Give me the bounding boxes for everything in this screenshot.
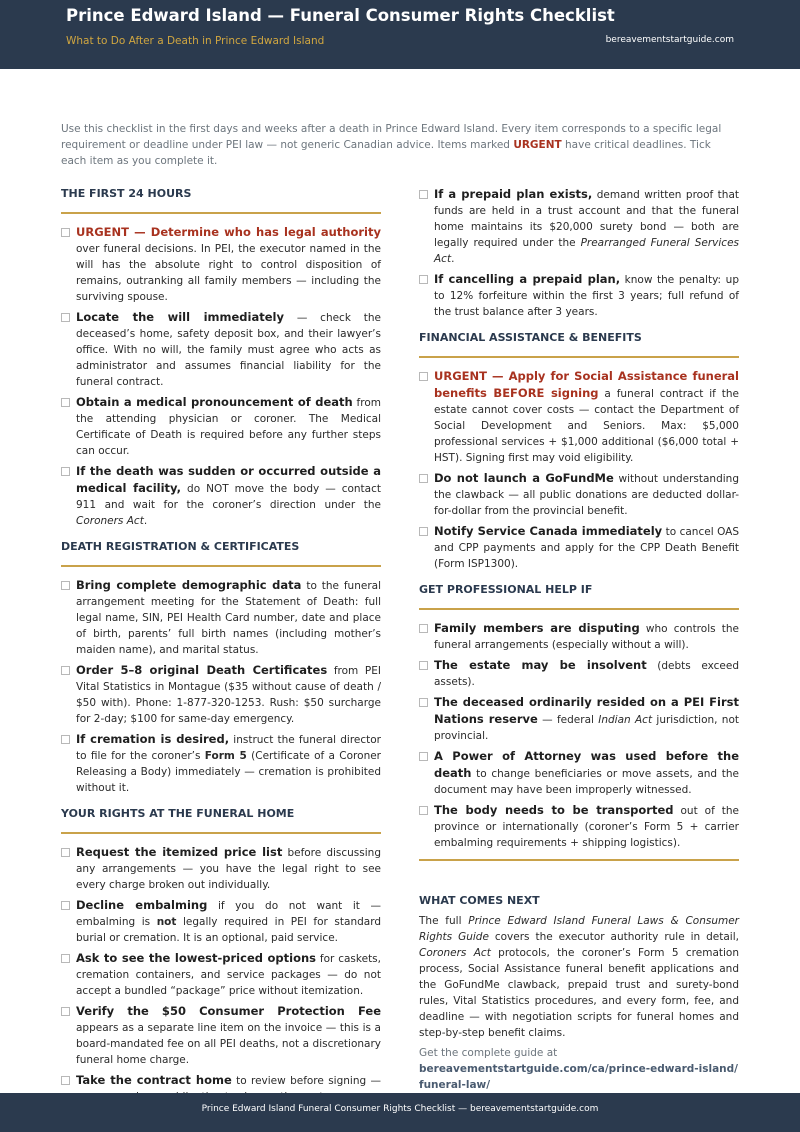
checklist-item xyxy=(61,844,381,893)
next-text: covers the executor authority rule in detail, xyxy=(488,931,739,943)
item-lead: Request the itemized price list xyxy=(76,845,283,859)
checklist-item xyxy=(419,368,739,466)
checkbox[interactable] xyxy=(419,275,428,284)
section-title-what-comes-next: WHAT COMES NEXT xyxy=(419,894,540,907)
guide-link-label: Get the complete guide at xyxy=(419,1047,558,1059)
section-divider xyxy=(61,565,381,567)
left-column xyxy=(61,186,381,1132)
item-lead: Notify Service Canada immediately xyxy=(434,524,663,538)
checklist-item xyxy=(419,523,739,572)
item-lead: URGENT — Apply for Social Assistance funeral benefits BEFORE signing xyxy=(434,369,739,400)
checkbox[interactable] xyxy=(61,581,70,590)
item-text: (debts exceed assets). xyxy=(434,660,740,688)
section-title-registration: DEATH REGISTRATION & CERTIFICATES xyxy=(61,540,300,553)
item-lead: URGENT — Determine who has legal authority xyxy=(76,225,381,239)
item-text: demand written proof that funds are held in a trust account and that the funeral home maintains its $20,000 surety bond — both are legally required under the xyxy=(434,189,740,249)
item-text: do NOT move the body — contact 911 and wait for the coroner’s direction under the xyxy=(76,483,381,511)
item-lead: Bring complete demographic data xyxy=(76,578,302,592)
item-emphasis: Prearranged Funeral Services Act xyxy=(434,237,739,265)
item-bold: Form 5 xyxy=(204,750,247,762)
checklist-item xyxy=(419,657,739,690)
checklist-item xyxy=(419,694,739,744)
item-text: who controls the funeral arrangements (especially without a will). xyxy=(434,623,739,651)
item-emphasis: Indian Act xyxy=(598,714,653,726)
item-lead: A Power of Attorney was used before the death xyxy=(434,749,739,780)
item-text: if you do not want it — embalming is xyxy=(76,900,381,928)
item-text: to the funeral arrangement meeting for the Statement of Death: full legal name, SIN, PEI Health Card number, date and place of birth, parents’ full birth names (including mother’s maiden name), and marital status. xyxy=(76,580,381,656)
item-lead: The body needs to be transported xyxy=(434,803,674,817)
item-lead: The deceased ordinarily resided on a PEI First Nations reserve xyxy=(434,695,739,726)
section-title-financial: FINANCIAL ASSISTANCE & BENEFITS xyxy=(419,331,642,344)
item-lead: Take the contract home xyxy=(76,1073,232,1087)
item-bold: not xyxy=(156,916,177,928)
checkbox[interactable] xyxy=(419,698,428,707)
item-lead: If cancelling a prepaid plan, xyxy=(434,272,621,286)
section-title-help: GET PROFESSIONAL HELP IF xyxy=(419,583,593,596)
item-text: for caskets, cremation containers, and service packages — do not accept a bundled “package” price without itemization. xyxy=(76,953,381,997)
checklist-item xyxy=(61,309,381,390)
item-lead: If cremation is desired, xyxy=(76,732,230,746)
checkbox[interactable] xyxy=(61,848,70,857)
item-text: to review before signing — xyxy=(236,1075,381,1087)
item-text: know the penalty: up to 12% forfeiture within the first 3 years; full refund of the trust balance after 3 years. xyxy=(434,274,739,318)
page-subtitle: What to Do After a Death in Prince Edward Island xyxy=(66,35,325,47)
section-divider xyxy=(419,356,739,358)
checklist-item xyxy=(419,802,739,851)
next-act-name: Coroners Act xyxy=(419,947,491,959)
item-text: over funeral decisions. In PEI, the executor named in the will has the absolute right to control disposition of remains, outranking all family members — including the surviving spouse. xyxy=(76,243,381,303)
item-text: jurisdiction, not provincial. xyxy=(434,714,739,742)
what-comes-next-body xyxy=(419,913,739,1041)
item-lead: Obtain a medical pronouncement of death xyxy=(76,395,353,409)
checkbox[interactable] xyxy=(61,1007,70,1016)
checklist-item xyxy=(61,662,381,727)
guide-link[interactable]: bereavementstartguide.com/ca/prince-edward-island/funeral-law/ xyxy=(419,1063,738,1091)
item-text: from PEI Vital Statistics in Montague ($35 without cause of death / $50 with). Phone: 1-877-320-1253. Rush: $50 surcharge for 2-day; $100 for same-day emergency. xyxy=(76,665,381,725)
item-text: (Certificate of a Coroner Releasing a Body) immediately — cremation is prohibited without it. xyxy=(76,750,381,794)
intro-paragraph xyxy=(61,121,739,169)
next-text: The full xyxy=(419,915,469,927)
checkbox[interactable] xyxy=(61,666,70,675)
item-text: to cancel OAS and CPP payments and apply for the CPP Death Benefit (Form ISP1300). xyxy=(434,526,739,570)
item-text: — check the deceased’s home, safety deposit box, and their lawyer’s office. With no will, the family must agree who acts as administrator and assumes financial liability for the funeral contract. xyxy=(76,312,381,388)
item-text: — federal xyxy=(537,714,599,726)
item-text: without understanding the clawback — all public donations are deducted dollar-for-dollar from the provincial benefit. xyxy=(434,473,739,517)
section-title-rights: YOUR RIGHTS AT THE FUNERAL HOME xyxy=(61,807,295,820)
checkbox[interactable] xyxy=(419,752,428,761)
item-lead: Locate the will immediately xyxy=(76,310,284,324)
item-lead: Ask to see the lowest-priced options xyxy=(76,951,317,965)
next-text: protocols, the coroner’s Form 5 cremation process, Social Assistance funeral benefit applications and the GoFundMe clawback, prepaid trust and surety-bond rules, Vital Statistics procedures, and every form, fee, and deadline — with negotiation scripts for funeral homes and step-by-step benefit claims. xyxy=(419,947,739,1039)
checklist-item xyxy=(419,748,739,798)
right-column xyxy=(419,186,739,1093)
page-title: Prince Edward Island — Funeral Consumer Rights Checklist xyxy=(66,6,615,25)
item-lead: If the death was sudden or occurred outside a medical facility, xyxy=(76,464,381,495)
item-lead: The estate may be insolvent xyxy=(434,658,647,672)
checklist-item xyxy=(61,394,381,459)
checklist-item xyxy=(61,224,381,305)
checklist-item xyxy=(61,1003,381,1068)
checkbox[interactable] xyxy=(61,1076,70,1085)
item-text: appears as a separate line item on the invoice — this is a board-mandated fee on all PEI deaths, not a discretionary funeral home charge. xyxy=(76,1022,381,1066)
checklist-item xyxy=(419,186,739,267)
checkbox[interactable] xyxy=(419,661,428,670)
checkbox[interactable] xyxy=(419,372,428,381)
page-header xyxy=(0,0,800,69)
item-lead: Verify the $50 Consumer Protection Fee xyxy=(76,1004,381,1018)
section-divider xyxy=(419,608,739,610)
item-text: from the attending physician or coroner. The Medical Certificate of Death is required before any further steps can occur. xyxy=(76,397,381,457)
checkbox[interactable] xyxy=(61,735,70,744)
item-text: legally required in PEI for standard burial or cremation. It is an optional, paid service. xyxy=(76,916,381,944)
checklist-item xyxy=(61,897,381,946)
item-text: . xyxy=(451,253,455,265)
checklist-item xyxy=(419,271,739,320)
item-text: instruct the funeral director to file for the coroner’s xyxy=(76,734,382,762)
item-lead: Family members are disputing xyxy=(434,621,640,635)
intro-text-a: Use this checklist in the first days and weeks after a death in Prince Edward Island. Every item corresponds to a specific legal requirement or deadline under PEI law — not generic Canadian advice. Items marked xyxy=(61,123,722,151)
checklist-item xyxy=(61,463,381,529)
footer-text: Prince Edward Island Funeral Consumer Rights Checklist — bereavementstartguide.com xyxy=(201,1104,599,1114)
item-text: out of the province or internationally (coroner’s Form 5 + carrier embalming requirements + shipping logistics). xyxy=(434,805,740,849)
checkbox[interactable] xyxy=(61,398,70,407)
item-lead: If a prepaid plan exists, xyxy=(434,187,593,201)
checkbox[interactable] xyxy=(61,467,70,476)
checklist-item xyxy=(419,470,739,519)
section-divider xyxy=(419,859,739,861)
checkbox[interactable] xyxy=(419,806,428,815)
checkbox[interactable] xyxy=(61,313,70,322)
checkbox[interactable] xyxy=(61,954,70,963)
section-title-first-24-hours: THE FIRST 24 HOURS xyxy=(61,187,192,200)
item-text: to change beneficiaries or move assets, and the document may have been improperly witnessed. xyxy=(434,768,739,796)
checklist-item xyxy=(61,950,381,999)
item-text: . xyxy=(143,515,148,527)
checkbox[interactable] xyxy=(419,527,428,536)
page-footer xyxy=(0,1093,800,1132)
intro-text-b: have critical deadlines. Tick each item as you complete it. xyxy=(61,139,711,167)
item-lead: Decline embalming xyxy=(76,898,208,912)
checklist-item xyxy=(61,577,381,658)
checkbox[interactable] xyxy=(419,190,428,199)
header-site-url: bereavementstartguide.com xyxy=(605,35,734,45)
section-divider xyxy=(61,212,381,214)
checkbox[interactable] xyxy=(419,474,428,483)
checkbox[interactable] xyxy=(61,228,70,237)
checkbox[interactable] xyxy=(61,901,70,910)
intro-urgent-word: URGENT xyxy=(513,139,562,151)
item-lead: Do not launch a GoFundMe xyxy=(434,471,614,485)
section-divider xyxy=(61,832,381,834)
item-text: a funeral contract if the estate cannot cover costs — contact the Department of Social Development and Seniors. Max: $5,000 professional services + $1,000 additional ($6,000 total + HST). Signing first may void eligibility. xyxy=(434,388,739,464)
checkbox[interactable] xyxy=(419,624,428,633)
checklist-item xyxy=(419,620,739,653)
item-emphasis: Coroners Act xyxy=(76,515,144,527)
checklist-item xyxy=(61,731,381,796)
next-guide-title: Prince Edward Island Funeral Laws & Consumer Rights Guide xyxy=(419,915,739,943)
item-text: before discussing any arrangements — you have the legal right to see every charge broken out individually. xyxy=(76,847,381,891)
item-lead: Order 5–8 original Death Certificates xyxy=(76,663,328,677)
